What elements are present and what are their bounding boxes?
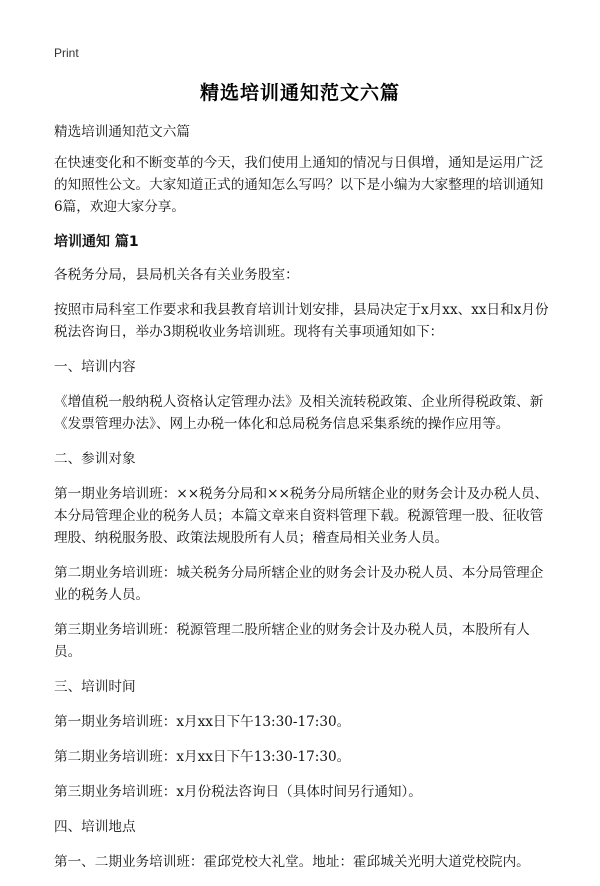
print-label: Print	[54, 46, 79, 60]
location-paragraph: 第一、二期业务培训班：霍邱党校大礼堂。地址：霍邱城关光明大道党校院内。	[54, 854, 530, 870]
time-session-3: 第三期业务培训班：x月份税法咨询日（具体时间另行通知）。	[54, 784, 422, 800]
intro-paragraph: 在快速变化和不断变革的今天，我们使用上通知的情况与日俱增，通知是运用广泛的知照性公文。大家知道正式的通知怎么写吗？以下是小编为大家整理的培训通知6篇，欢迎大家分享。	[54, 155, 544, 215]
time-session-2: 第二期业务培训班：x月xx日下午13:30-17:30。	[54, 749, 351, 765]
document-title: 精选培训通知范文六篇	[199, 82, 400, 104]
section-heading: 培训通知 篇1	[54, 234, 139, 250]
document-subtitle: 精选培训通知范文六篇	[54, 124, 190, 140]
time-session-1: 第一期业务培训班：x月xx日下午13:30-17:30。	[54, 714, 351, 730]
document-body	[54, 121, 552, 886]
participants-session-1: 第一期业务培训班：××税务分局和××税务分局所辖企业的财务会计及办税人员、本分局管理企业的税务人员；本篇文章来自资料管理下载。税源管理一股、征收管理股、纳税服务股、政策法规股所有人员；稽查局相关业务人员。	[54, 486, 549, 546]
heading-training-time: 三、培训时间	[54, 679, 136, 695]
heading-participants: 二、参训对象	[54, 451, 136, 467]
participants-session-2: 第二期业务培训班：城关税务分局所辖企业的财务会计及办税人员、本分局管理企业的税务人员。	[54, 565, 544, 603]
participants-session-3: 第三期业务培训班：税源管理二股所辖企业的财务会计及办税人员，本股所有人员。	[54, 622, 530, 660]
heading-training-location: 四、培训地点	[54, 819, 136, 835]
heading-training-content: 一、培训内容	[54, 359, 136, 375]
training-content-paragraph: 《增值税一般纳税人资格认定管理办法》及相关流转税政策、企业所得税政策、新《发票管理办法》、网上办税一体化和总局税务信息采集系统的操作应用等。	[54, 394, 544, 432]
notice-paragraph: 按照市局科室工作要求和我县教育培训计划安排，县局决定于x月xx、xx日和x月份税法咨询日，举办3期税收业务培训班。现将有关事项通知如下：	[54, 302, 549, 340]
salutation: 各税务分局，县局机关各有关业务股室：	[54, 267, 299, 283]
